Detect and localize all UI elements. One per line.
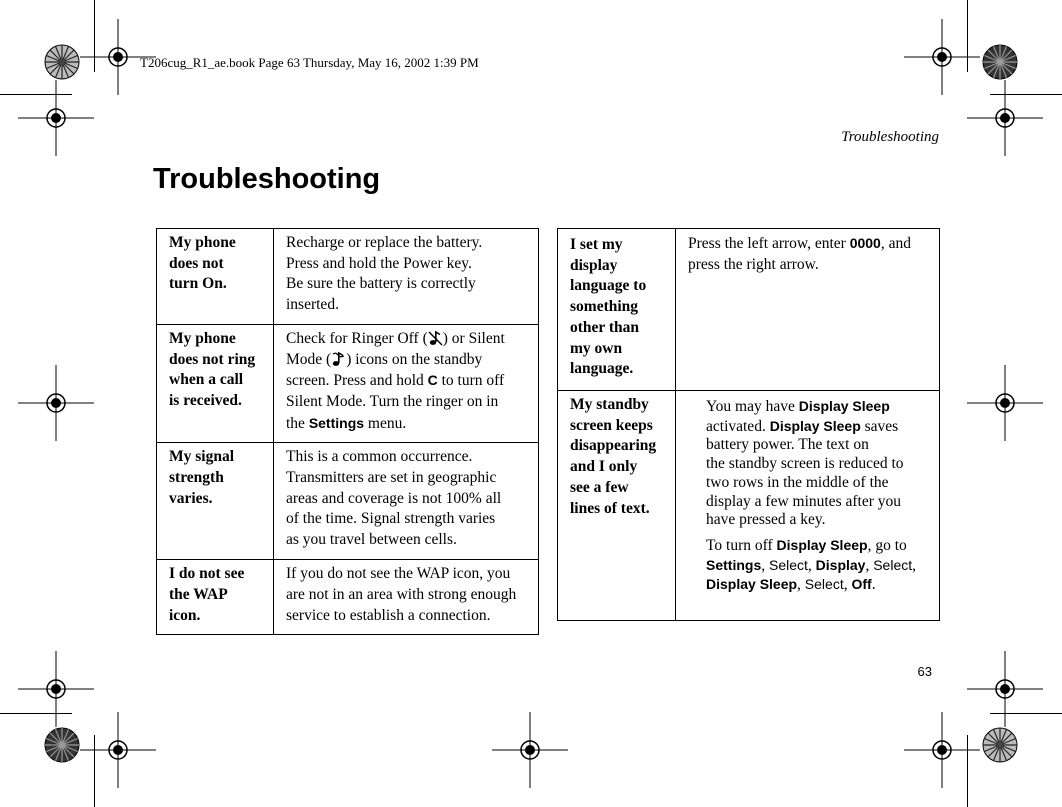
answer-line xyxy=(706,575,929,595)
answer-line xyxy=(688,233,929,255)
table-row xyxy=(157,443,539,560)
answer-text: , xyxy=(807,556,816,574)
answer-cell xyxy=(274,443,539,560)
answer-text: ) icons on the standby xyxy=(346,350,483,368)
question-line: does not ring xyxy=(169,350,256,368)
softkey-label: Select xyxy=(804,576,844,593)
question-cell xyxy=(558,229,676,391)
question-cell xyxy=(157,443,274,560)
table-row xyxy=(558,229,940,391)
question-line: I set my xyxy=(570,236,623,253)
question-line: My signal xyxy=(169,448,235,466)
answer-line: areas and coverage is not 100% all xyxy=(286,489,502,507)
answer-line: Be sure the battery is correctly xyxy=(286,275,476,293)
menu-label: Settings xyxy=(706,556,762,573)
answer-line xyxy=(706,397,929,417)
answer-text: ) or Silent xyxy=(442,329,505,347)
key-label: C xyxy=(427,372,438,389)
question-cell xyxy=(558,391,676,621)
answer-cell xyxy=(676,229,940,391)
answer-text: , and xyxy=(880,235,911,252)
answer-text: You may have xyxy=(706,398,799,415)
page-title: Troubleshooting xyxy=(153,163,381,195)
answer-line: the standby screen is reduced to xyxy=(706,455,904,473)
question-line: strength xyxy=(169,469,224,487)
question-line: language to xyxy=(570,277,647,295)
question-line: language. xyxy=(570,360,634,378)
answer-line: battery power. The text on xyxy=(706,436,869,454)
answer-line: If you do not see the WAP icon, you xyxy=(286,565,511,583)
answer-line: press the right arrow. xyxy=(688,255,819,273)
question-line: turn On. xyxy=(169,275,227,293)
answer-text: . xyxy=(871,576,876,594)
running-head: Troubleshooting xyxy=(841,129,939,145)
answer-line: Silent Mode. Turn the ringer on in xyxy=(286,392,499,410)
answer-line: have pressed a key. xyxy=(706,511,826,529)
answer-line: inserted. xyxy=(286,296,339,314)
answer-line: as you travel between cells. xyxy=(286,531,457,549)
key-label: 0000 xyxy=(849,235,881,251)
answer-cell xyxy=(274,560,539,635)
menu-label: Display xyxy=(815,556,866,573)
question-line: and I only xyxy=(570,458,638,476)
menu-label: Display Sleep xyxy=(776,536,868,553)
question-line: I do not see xyxy=(169,565,245,583)
question-line: my own xyxy=(570,339,623,357)
table-row xyxy=(157,229,539,325)
answer-text: , go to xyxy=(867,536,907,554)
answer-line xyxy=(706,417,929,437)
menu-label: Display Sleep xyxy=(706,576,798,593)
answer-line: Transmitters are set in geographic xyxy=(286,469,497,487)
question-line: varies. xyxy=(169,489,213,507)
ringer-off-icon xyxy=(428,330,443,346)
answer-line: are not in an area with strong enough xyxy=(286,586,517,604)
menu-label: Display Sleep xyxy=(798,398,890,414)
menu-label: Settings xyxy=(308,414,365,431)
softkey-label: Select xyxy=(768,556,808,573)
answer-cell xyxy=(676,391,940,621)
table-row xyxy=(157,560,539,635)
silent-mode-icon xyxy=(331,351,346,367)
question-line: when a call xyxy=(169,371,244,389)
question-cell xyxy=(157,229,274,325)
question-line: My standby xyxy=(570,396,649,413)
answer-line: service to establish a connection. xyxy=(286,606,491,624)
question-line: display xyxy=(570,256,618,274)
answer-text: to turn off xyxy=(437,372,505,390)
question-line: the WAP xyxy=(169,586,228,604)
answer-text: screen. Press and hold xyxy=(286,372,428,390)
question-line: icon. xyxy=(169,606,201,624)
softkey-label: Select xyxy=(873,556,913,573)
answer-text: To turn off xyxy=(706,536,777,554)
question-line: something xyxy=(570,298,639,316)
answer-line: Press and hold the Power key. xyxy=(286,254,472,272)
answer-line xyxy=(286,370,528,392)
answer-text: menu. xyxy=(364,414,407,432)
question-cell xyxy=(157,324,274,443)
question-line: see a few xyxy=(570,478,629,496)
question-line: is received. xyxy=(169,391,242,409)
answer-cell xyxy=(274,229,539,325)
answer-text: Check for Ringer Off ( xyxy=(286,329,428,347)
menu-label: Off xyxy=(851,576,872,593)
answer-text: , xyxy=(912,556,917,574)
answer-line: two rows in the middle of the xyxy=(706,473,889,491)
answer-line xyxy=(286,329,528,350)
troubleshooting-table-left xyxy=(156,228,539,635)
answer-text: activated. xyxy=(706,417,770,435)
question-line: My phone xyxy=(169,329,236,347)
answer-line xyxy=(706,556,929,576)
answer-text: , xyxy=(761,556,769,574)
answer-text: the xyxy=(286,414,309,432)
print-info-header: T206cug_R1_ae.book Page 63 Thursday, May 16, 2002 1:39 PM xyxy=(140,55,479,70)
question-line: lines of text. xyxy=(570,499,650,517)
table-row xyxy=(558,391,940,621)
answer-line xyxy=(706,536,929,556)
answer-line xyxy=(286,350,528,371)
question-line: screen keeps xyxy=(570,416,653,434)
question-line: other than xyxy=(570,318,640,336)
answer-line: of the time. Signal strength varies xyxy=(286,510,496,528)
answer-text: , xyxy=(865,556,874,574)
menu-label: Display Sleep xyxy=(769,417,861,434)
question-line: My phone xyxy=(169,234,236,251)
table-row xyxy=(157,324,539,443)
answer-text: Mode ( xyxy=(286,350,332,368)
page-number: 63 xyxy=(917,664,932,679)
answer-text: , xyxy=(843,576,852,594)
question-line: does not xyxy=(169,254,224,272)
troubleshooting-table-right xyxy=(557,228,940,621)
answer-line xyxy=(286,413,528,435)
answer-cell xyxy=(274,324,539,443)
answer-line: This is a common occurrence. xyxy=(286,448,473,466)
answer-line: display a few minutes after you xyxy=(706,492,901,510)
answer-text: saves xyxy=(860,417,899,435)
question-line: disappearing xyxy=(570,437,657,455)
answer-line: Recharge or replace the battery. xyxy=(286,234,483,251)
answer-text: Press the left arrow, enter xyxy=(688,235,850,252)
answer-text: , xyxy=(797,576,805,594)
question-cell xyxy=(157,560,274,635)
